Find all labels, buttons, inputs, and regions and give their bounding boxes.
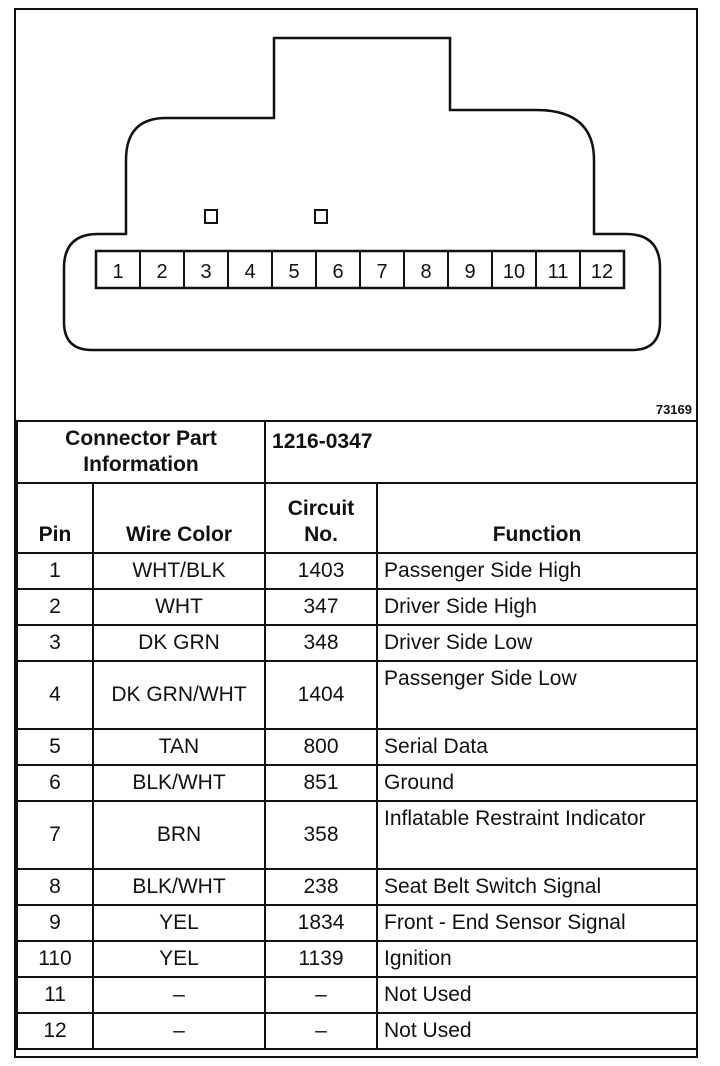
wire-color-cell: BRN <box>93 801 265 869</box>
key-marker-right <box>315 210 327 223</box>
function-cell: Inflatable Restraint Indicator <box>377 801 697 869</box>
wire-color-cell: BLK/WHT <box>93 765 265 801</box>
pinout-table <box>16 420 698 1050</box>
pin-cell: 11 <box>17 977 93 1013</box>
pin-cell: 1 <box>17 553 93 589</box>
connector-pin-label: 5 <box>288 261 300 283</box>
part-info-row <box>17 421 697 483</box>
connector-pin-label: 8 <box>420 261 432 283</box>
circuit-cell: 347 <box>265 589 377 625</box>
table-row <box>17 1013 697 1049</box>
table-row <box>17 765 697 801</box>
table-row <box>17 905 697 941</box>
wire-color-cell: DK GRN/WHT <box>93 661 265 729</box>
connector-pin-label: 7 <box>376 261 388 283</box>
wire-color-cell: TAN <box>93 729 265 765</box>
circuit-cell: 348 <box>265 625 377 661</box>
pin-cell: 2 <box>17 589 93 625</box>
col-header-function: Function <box>377 483 697 553</box>
table-row <box>17 553 697 589</box>
circuit-cell: – <box>265 1013 377 1049</box>
connector-pin-label: 4 <box>244 261 256 283</box>
wire-color-cell: BLK/WHT <box>93 869 265 905</box>
circuit-cell: 358 <box>265 801 377 869</box>
function-cell: Not Used <box>377 977 697 1013</box>
function-cell: Driver Side Low <box>377 625 697 661</box>
pin-cell: 7 <box>17 801 93 869</box>
connector-housing <box>64 38 660 350</box>
col-header-circuit: Circuit No. <box>265 483 377 553</box>
table-row <box>17 801 697 869</box>
function-cell: Not Used <box>377 1013 697 1049</box>
part-number: 1216-0347 <box>265 421 697 483</box>
circuit-cell: 238 <box>265 869 377 905</box>
table-row <box>17 661 697 729</box>
table-row <box>17 729 697 765</box>
wire-color-cell: DK GRN <box>93 625 265 661</box>
connector-pin-label: 3 <box>200 261 212 283</box>
connector-pin-label: 9 <box>464 261 476 283</box>
connector-pin-label: 1 <box>112 261 124 283</box>
wire-color-cell: WHT/BLK <box>93 553 265 589</box>
connector-pin-label: 12 <box>590 261 614 283</box>
figure-number: 73169 <box>655 402 692 417</box>
function-cell: Ground <box>377 765 697 801</box>
table-row <box>17 869 697 905</box>
connector-pin-label: 6 <box>332 261 344 283</box>
pin-cell: 3 <box>17 625 93 661</box>
circuit-cell: – <box>265 977 377 1013</box>
pin-cell: 12 <box>17 1013 93 1049</box>
function-cell: Seat Belt Switch Signal <box>377 869 697 905</box>
circuit-cell: 800 <box>265 729 377 765</box>
function-cell: Driver Side High <box>377 589 697 625</box>
table-row <box>17 625 697 661</box>
circuit-cell: 1403 <box>265 553 377 589</box>
table-row <box>17 941 697 977</box>
circuit-cell: 1404 <box>265 661 377 729</box>
connector-sheet <box>14 8 698 1058</box>
connector-outline-svg <box>16 10 696 420</box>
table-row <box>17 977 697 1013</box>
circuit-cell: 1834 <box>265 905 377 941</box>
circuit-cell: 1139 <box>265 941 377 977</box>
pin-cell: 9 <box>17 905 93 941</box>
pin-cell: 110 <box>17 941 93 977</box>
connector-drawing <box>16 10 696 420</box>
pin-cell: 5 <box>17 729 93 765</box>
pin-cell: 8 <box>17 869 93 905</box>
function-cell: Passenger Side High <box>377 553 697 589</box>
part-info-label: Connector Part Information <box>17 421 265 483</box>
pin-cell: 4 <box>17 661 93 729</box>
pin-cell: 6 <box>17 765 93 801</box>
function-cell: Serial Data <box>377 729 697 765</box>
wire-color-cell: WHT <box>93 589 265 625</box>
col-header-pin: Pin <box>17 483 93 553</box>
function-cell: Passenger Side Low <box>377 661 697 729</box>
function-cell: Ignition <box>377 941 697 977</box>
table-row <box>17 589 697 625</box>
connector-pin-label: 2 <box>156 261 168 283</box>
function-cell: Front - End Sensor Signal <box>377 905 697 941</box>
connector-pin-label: 11 <box>547 261 569 283</box>
wire-color-cell: YEL <box>93 941 265 977</box>
col-header-wire-color: Wire Color <box>93 483 265 553</box>
column-header-row <box>17 483 697 553</box>
connector-pin-label: 10 <box>502 261 526 283</box>
circuit-cell: 851 <box>265 765 377 801</box>
wire-color-cell: YEL <box>93 905 265 941</box>
key-marker-left <box>205 210 217 223</box>
wire-color-cell: – <box>93 977 265 1013</box>
wire-color-cell: – <box>93 1013 265 1049</box>
